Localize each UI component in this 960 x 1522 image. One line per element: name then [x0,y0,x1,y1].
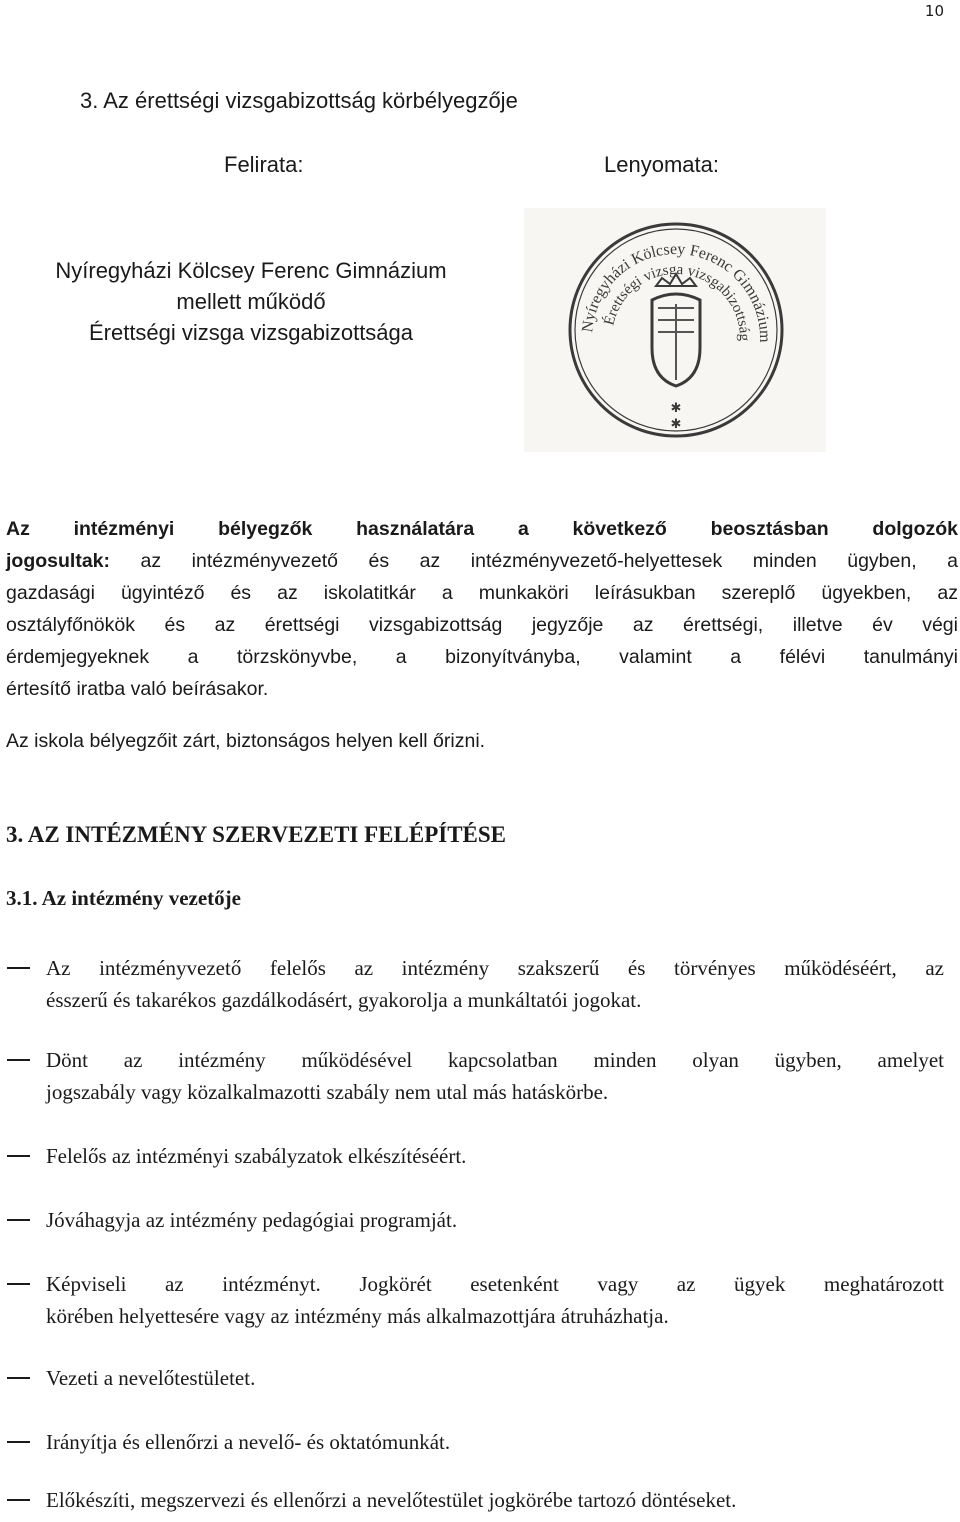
paragraph-line: érdemjegyeknek a törzskönyvbe, a bizonyítványba, valamint a félévi tanulmányi [6,646,958,668]
subsection-title: 3.1. Az intézmény vezetője [6,886,241,910]
star-icon: ✱ [670,401,682,416]
dash-bullet [7,1155,30,1157]
inscription-line: Érettségi vizsga vizsgabizottsága [88,320,414,345]
dash-bullet [7,1059,30,1061]
stamp-outer-text: Nyíregyházi Kölcsey Ferenc Gimnázium [579,240,774,343]
list-item-line: Előkészíti, megszervezi és ellenőrzi a nevelőtestület jogkörébe tartozó döntéseket. [46,1488,737,1512]
stamp-section-heading: 3. Az érettségi vizsgabizottság körbélyegzője [80,88,518,113]
paragraph-line: értesítő iratba való beírásakor. [6,678,269,700]
stamp-inscription [0,255,502,348]
bold-prefix: jogosultak: [6,550,111,572]
paragraph-line: osztályfőnökök és az érettségi vizsgabizottság jegyzője az érettségi, illetve év végi [6,614,958,636]
list-item-line: Képviseli az intézményt. Jogkörét esetenként vagy az ügyek meghatározott [46,1272,944,1296]
list-item-line: Az intézményvezető felelős az intézmény szakszerű és törvényes működéséért, az [46,956,944,980]
list-item-line: Jóváhagyja az intézmény pedagógiai programját. [46,1208,458,1232]
coat-of-arms-icon [652,274,700,386]
inscription-line: mellett működő [176,289,326,314]
list-item-line: Felelős az intézményi szabályzatok elkészítéséért. [46,1144,467,1168]
impression-label: Lenyomata: [604,152,719,177]
dash-bullet [7,1441,30,1443]
list-item-line: Vezeti a nevelőtestületet. [46,1366,256,1390]
paragraph-line-rest: az intézményvezető és az intézményvezető-helyettesek minden ügyben, a [110,550,958,572]
storage-paragraph: Az iskola bélyegzőit zárt, biztonságos helyen kell őrizni. [6,730,486,752]
dash-bullet [7,1499,30,1501]
dash-bullet [7,1283,30,1285]
list-item-line: Irányítja és ellenőrzi a nevelő- és oktatómunkát. [46,1430,451,1454]
list-item-line: körében helyettesére vagy az intézmény más alkalmazottjára átruházhatja. [46,1304,669,1328]
paragraph-line: gazdasági ügyintéző és az iskolatitkár a munkaköri leírásukban szereplő ügyekben, az [6,582,958,604]
list-item-line: ésszerű és takarékos gazdálkodásért, gyakorolja a munkáltatói jogokat. [46,988,642,1012]
dash-bullet [7,1377,30,1379]
list-item-line: Dönt az intézmény működésével kapcsolatban minden olyan ügyben, amelyet [46,1048,944,1072]
round-stamp-seal [524,208,826,452]
stamp-inner-text: Érettségi vizsga vizsgabizottság [601,261,753,342]
star-icon: ✱ [670,417,682,432]
inscription-label: Felirata: [224,152,304,177]
paragraph-line: Az intézményi bélyegzők használatára a következő beosztásban dolgozók [6,518,958,540]
inscription-line: Nyíregyházi Kölcsey Ferenc Gimnázium [55,258,447,283]
dash-bullet [7,967,30,969]
paragraph-line [6,545,958,577]
dash-bullet [7,1219,30,1221]
section-title: 3. AZ INTÉZMÉNY SZERVEZETI FELÉPÍTÉSE [6,822,507,847]
stamp-impression-image [524,208,826,452]
page-number: 10 [924,2,944,20]
usage-paragraph [6,513,958,705]
list-item-line: jogszabály vagy közalkalmazotti szabály nem utal más hatáskörbe. [46,1080,609,1104]
